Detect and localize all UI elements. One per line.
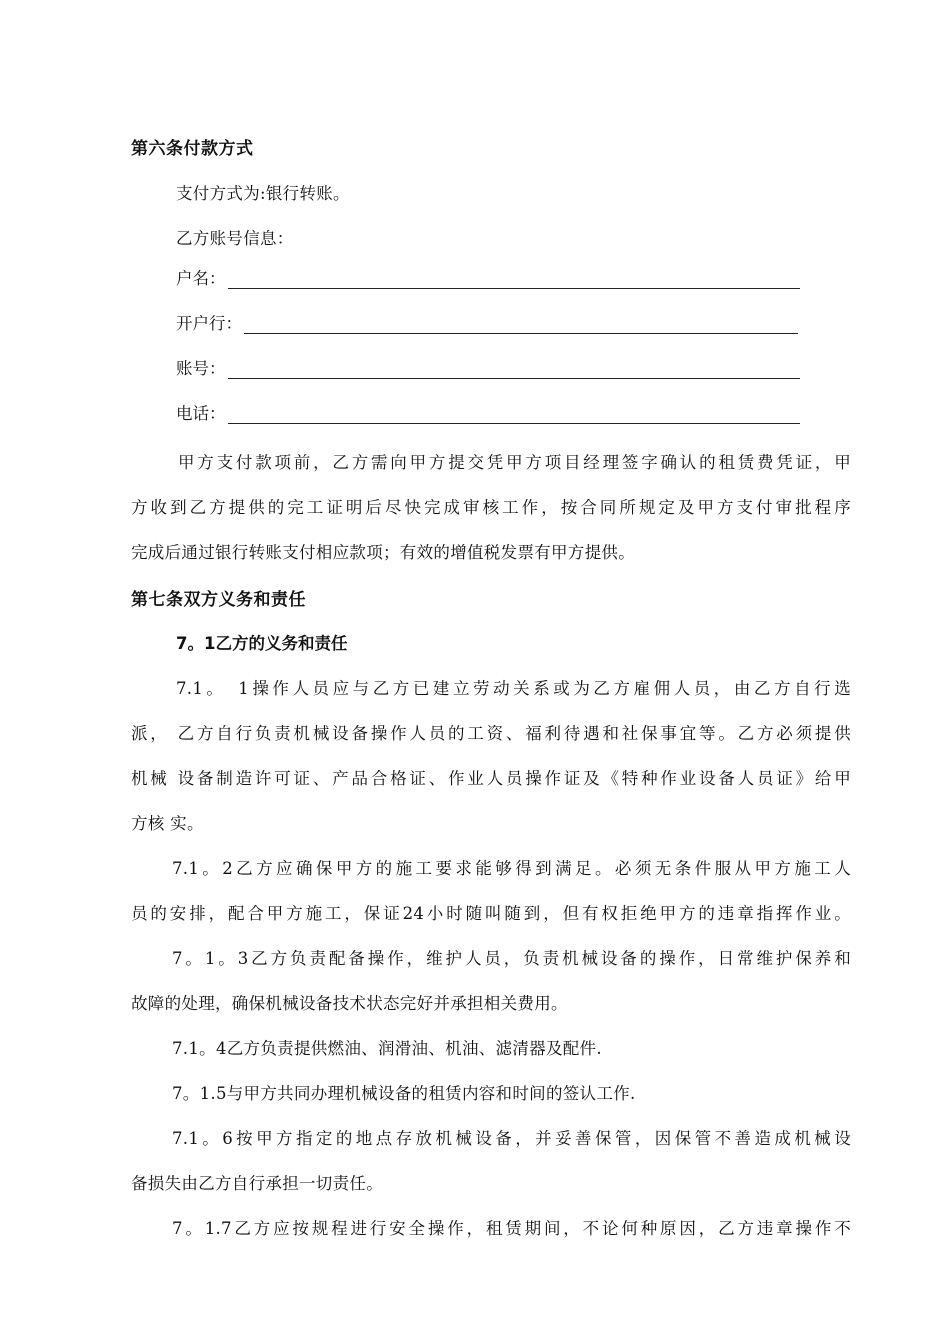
account-name-field xyxy=(176,267,800,289)
clause-7-1-5: 7。1.5与甲方共同办理机械设备的租赁内容和时间的签认工作. xyxy=(172,1084,636,1103)
account-info-label: 乙方账号信息： xyxy=(176,229,294,248)
clause-7-1-1-line-1: 7.1。 1操作人员应与乙方已建立劳动关系或为乙方雇佣人员，由乙方自行选 xyxy=(176,679,851,698)
payment-paragraph-line-1: 甲方支付款项前，乙方需向甲方提交凭甲方项目经理签字确认的租赁费凭证，甲 xyxy=(178,453,851,472)
account-number-label: 账号： xyxy=(176,359,226,378)
clause-7-1-3-line-2: 故障的处理，确保机械设备技术状态完好并承担相关费用。 xyxy=(131,994,568,1013)
clause-7-1-1-line-3: 机械 设备制造许可证、产品合格证、作业人员操作证及《特种作业设备人员证》给甲 xyxy=(131,769,851,788)
clause-7-1-4: 7.1。4乙方负责提供燃油、润滑油、机油、滤清器及配件. xyxy=(172,1039,602,1058)
bank-blank-line xyxy=(244,317,798,334)
payment-paragraph-line-3: 完成后通过银行转账支付相应款项；有效的增值税发票有甲方提供。 xyxy=(131,543,635,562)
account-number-blank-line xyxy=(228,362,800,379)
clause-7-1-7-line-1: 7。1.7乙方应按规程进行安全操作，租赁期间，不论何种原因，乙方违章操作不 xyxy=(172,1219,851,1238)
bank-label: 开户行： xyxy=(176,314,242,333)
clause-7-1-2-line-2: 员的安排，配合甲方施工，保证24小时随叫随到，但有权拒绝甲方的违章指挥作业。 xyxy=(131,904,851,923)
clause-7-1-2-line-1: 7.1。2乙方应确保甲方的施工要求能够得到满足。必须无条件服从甲方施工人 xyxy=(172,859,851,878)
clause-7-1-1-line-2: 派， 乙方自行负责机械设备操作人员的工资、福利待遇和社保事宜等。乙方必须提供 xyxy=(131,724,851,743)
phone-field xyxy=(176,402,800,424)
phone-label: 电话： xyxy=(176,404,226,423)
section7-1-subheading: 7。1乙方的义务和责任 xyxy=(176,634,348,653)
clause-7-1-1-line-4: 方核 实。 xyxy=(131,814,204,833)
clause-7-1-6-line-2: 备损失由乙方自行承担一切责任。 xyxy=(131,1174,383,1193)
account-name-blank-line xyxy=(228,272,800,289)
phone-blank-line xyxy=(228,407,800,424)
section6-heading: 第六条付款方式 xyxy=(131,139,254,159)
account-number-field xyxy=(176,357,800,379)
account-name-label: 户名： xyxy=(176,269,226,288)
section7-heading: 第七条双方义务和责任 xyxy=(131,590,306,610)
payment-method-text: 支付方式为:银行转账。 xyxy=(176,184,350,203)
payment-paragraph-line-2: 方收到乙方提供的完工证明后尽快完成审核工作，按合同所规定及甲方支付审批程序 xyxy=(131,498,851,517)
bank-field xyxy=(176,312,798,334)
clause-7-1-6-line-1: 7.1。6按甲方指定的地点存放机械设备，并妥善保管，因保管不善造成机械设 xyxy=(172,1129,851,1148)
clause-7-1-3-line-1: 7。1。3乙方负责配备操作，维护人员，负责机械设备的操作，日常维护保养和 xyxy=(172,949,851,968)
